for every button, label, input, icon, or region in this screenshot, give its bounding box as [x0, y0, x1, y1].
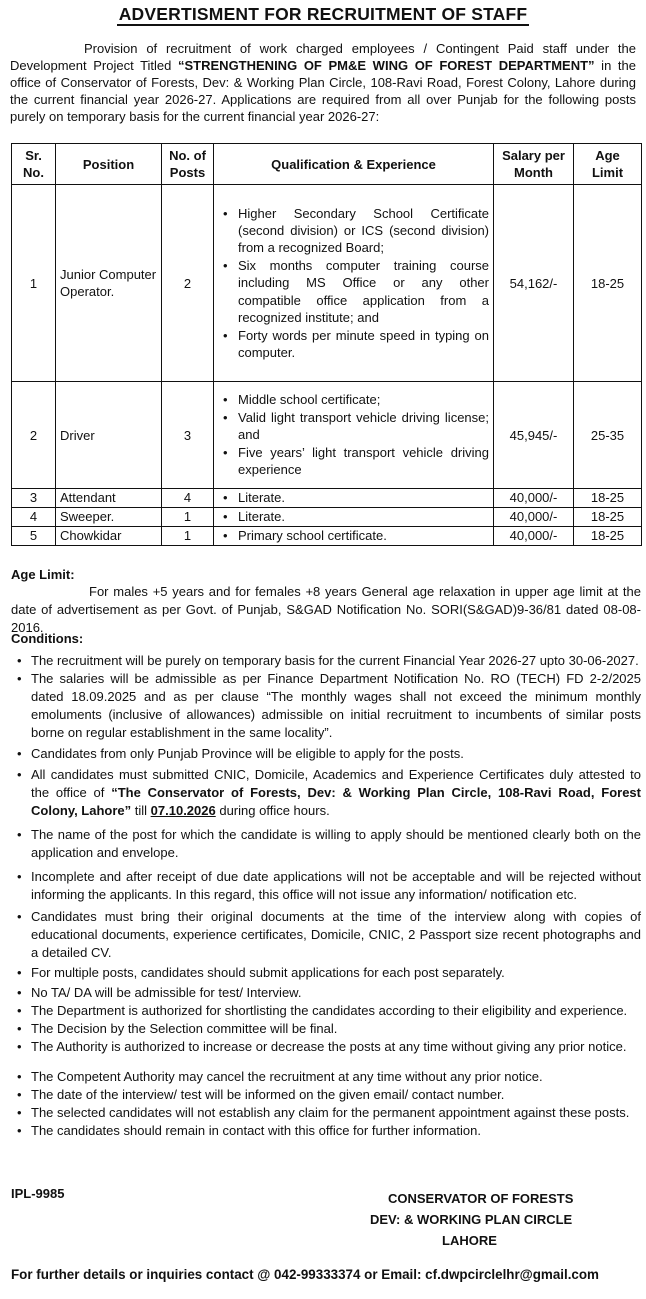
cell-position: Sweeper. [56, 508, 162, 527]
cell-qualification [214, 382, 494, 489]
cell-salary: 40,000/- [494, 527, 574, 546]
issuing-office [370, 1188, 610, 1251]
cell-posts: 4 [162, 489, 214, 508]
condition-item: • The name of the post for which the candidate is willing to apply should be mentioned clearly both on the application and envelope. [31, 826, 641, 862]
cell-qualification [214, 489, 494, 508]
condition-item: • The Competent Authority may cancel the recruitment at any time without any prior notice. [31, 1068, 641, 1086]
condition-item: • The recruitment will be purely on temporary basis for the current Financial Year 2026-27 upto 30-06-2027. [31, 652, 641, 670]
condition-item: • The date of the interview/ test will be informed on the given email/ contact number. [31, 1086, 641, 1104]
condition-item: • Candidates from only Punjab Province will be eligible to apply for the posts. [31, 745, 641, 763]
cell-age: 25-35 [574, 382, 642, 489]
project-title: “STRENGTHENING OF PM&E WING OF FOREST DEPARTMENT” [178, 58, 595, 73]
condition-item: • The salaries will be admissible as per Finance Department Notification No. RO (TECH) FD 2-2/2025 dated 18.09.2025 and as per clause “The monthly wages shall not exceed the minimum monthly emoluments (inclusive of allowances) admissible on initial recruitment to incumbents of similar posts borne on regular establishment in the same locality”. [31, 670, 641, 742]
contact-line: For further details or inquiries contact @ 042-99333374 or Email: cf.dwpcirclelhr@gmail.com [11, 1267, 599, 1282]
cell-salary: 40,000/- [494, 489, 574, 508]
title-wrap [0, 0, 646, 26]
conditions-list [11, 652, 641, 1140]
condition-item: • For multiple posts, candidates should submit applications for each post separately. [31, 964, 641, 982]
office-line: CONSERVATOR OF FORESTS [388, 1191, 574, 1206]
condition-item: • The Decision by the Selection committee will be final. [31, 1020, 641, 1038]
condition-item: • No TA/ DA will be admissible for test/ Interview. [31, 984, 641, 1002]
qualification-item: • Forty words per minute speed in typing on computer. [238, 327, 489, 362]
table-row [12, 185, 642, 382]
posts-table [11, 143, 642, 546]
age-limit-text: For males +5 years and for females +8 years General age relaxation in upper age limit at the date of advertisement as per Govt. of Punjab, S&GAD Notification No. SORI(S&GAD)9-36/81 dated 08-08-2016. [11, 584, 641, 635]
office-line: DEV: & WORKING PLAN CIRCLE [370, 1212, 573, 1227]
office-line: LAHORE [442, 1233, 497, 1248]
cell-qualification [214, 185, 494, 382]
qualification-item: • Literate. [238, 509, 489, 525]
cell-age: 18-25 [574, 489, 642, 508]
age-limit-heading: Age Limit: [11, 567, 75, 582]
age-limit-section [11, 566, 641, 637]
intro-part2: in the office of Conservator of Forests, Dev: & Working Plan Circle, 108-Ravi Road, Forest Colony, Lahore during the current financial year 2026-27. Applications are required from all over Punjab for the following posts purely on temporary basis for the current financial year 2026-27: [10, 58, 636, 124]
condition-item: • The candidates should remain in contact with this office for further information. [31, 1122, 641, 1140]
cell-posts: 1 [162, 527, 214, 546]
condition-item: • The Department is authorized for shortlisting the candidates according to their eligibility and experience. [31, 1002, 641, 1020]
header-salary: Salary per Month [494, 144, 574, 185]
cell-sr: 3 [12, 489, 56, 508]
cell-position: Chowkidar [56, 527, 162, 546]
cell-position: Attendant [56, 489, 162, 508]
cell-sr: 5 [12, 527, 56, 546]
cell-posts: 3 [162, 382, 214, 489]
cell-sr: 4 [12, 508, 56, 527]
qualification-item: • Primary school certificate. [238, 528, 489, 544]
intro-part1: Provision of recruitment of work charged employees / Contingent Paid staff under the Development Project Titled [10, 41, 636, 73]
qualification-item: • Literate. [238, 490, 489, 506]
intro-paragraph [10, 40, 636, 125]
conditions-section [11, 630, 641, 1140]
cell-salary: 45,945/- [494, 382, 574, 489]
condition-item-attest: • All candidates must submitted CNIC, Domicile, Academics and Experience Certificates duly attested to the office of “The Conservator of Forests, Dev: & Working Plan Circle, 108-Ravi Road, Forest Colony, Lahore” till 07.10.2026 during office hours. [31, 766, 641, 820]
cell-sr: 1 [12, 185, 56, 382]
header-posts: No. of Posts [162, 144, 214, 185]
header-position: Position [56, 144, 162, 185]
deadline-date: 07.10.2026 [150, 803, 216, 818]
header-qualification: Qualification & Experience [214, 144, 494, 185]
condition-item: • Candidates must bring their original documents at the time of the interview along with copies of educational documents, experience certificates, Domicile, CNIC, 2 Passport size recent photographs and a detailed CV. [31, 908, 641, 962]
cell-age: 18-25 [574, 508, 642, 527]
qualification-item: • Higher Secondary School Certificate (second division) or ICS (second division) from a recognized Board; [238, 205, 489, 257]
condition-item: • The Authority is authorized to increase or decrease the posts at any time without giving any prior notice. [31, 1038, 641, 1056]
table-header-row [12, 144, 642, 185]
condition-item: • The selected candidates will not establish any claim for the permanent appointment against these posts. [31, 1104, 641, 1122]
header-age: Age Limit [574, 144, 642, 185]
cell-posts: 1 [162, 508, 214, 527]
cell-age: 18-25 [574, 527, 642, 546]
cell-qualification [214, 527, 494, 546]
condition-item: • Incomplete and after receipt of due date applications will not be acceptable and will be rejected without informing the applicants. In this regard, this office will not issue any information/ notification etc. [31, 868, 641, 904]
table-row [12, 489, 642, 508]
cell-position: Driver [56, 382, 162, 489]
cell-age: 18-25 [574, 185, 642, 382]
cell-qualification [214, 508, 494, 527]
header-sr: Sr. No. [12, 144, 56, 185]
cell-posts: 2 [162, 185, 214, 382]
cell-salary: 54,162/- [494, 185, 574, 382]
page-title: ADVERTISMENT FOR RECRUITMENT OF STAFF [118, 4, 528, 24]
qualification-item: • Middle school certificate; [238, 391, 489, 408]
table-row [12, 382, 642, 489]
table-row [12, 527, 642, 546]
qualification-item: • Valid light transport vehicle driving license; and [238, 409, 489, 444]
ipl-number: IPL-9985 [11, 1186, 65, 1201]
qualification-item: • Six months computer training course including MS Office or any other compatible office application from a recognized institute; and [238, 257, 489, 327]
conditions-heading: Conditions: [11, 631, 84, 646]
table-row [12, 508, 642, 527]
attest-office: “The Conservator of Forests, Dev: & Working Plan Circle, 108-Ravi Road, Forest Colony, Lahore” [31, 785, 641, 818]
qualification-item: • Five years’ light transport vehicle driving experience [238, 444, 489, 479]
cell-salary: 40,000/- [494, 508, 574, 527]
cell-position: Junior Computer Operator. [56, 185, 162, 382]
cell-sr: 2 [12, 382, 56, 489]
